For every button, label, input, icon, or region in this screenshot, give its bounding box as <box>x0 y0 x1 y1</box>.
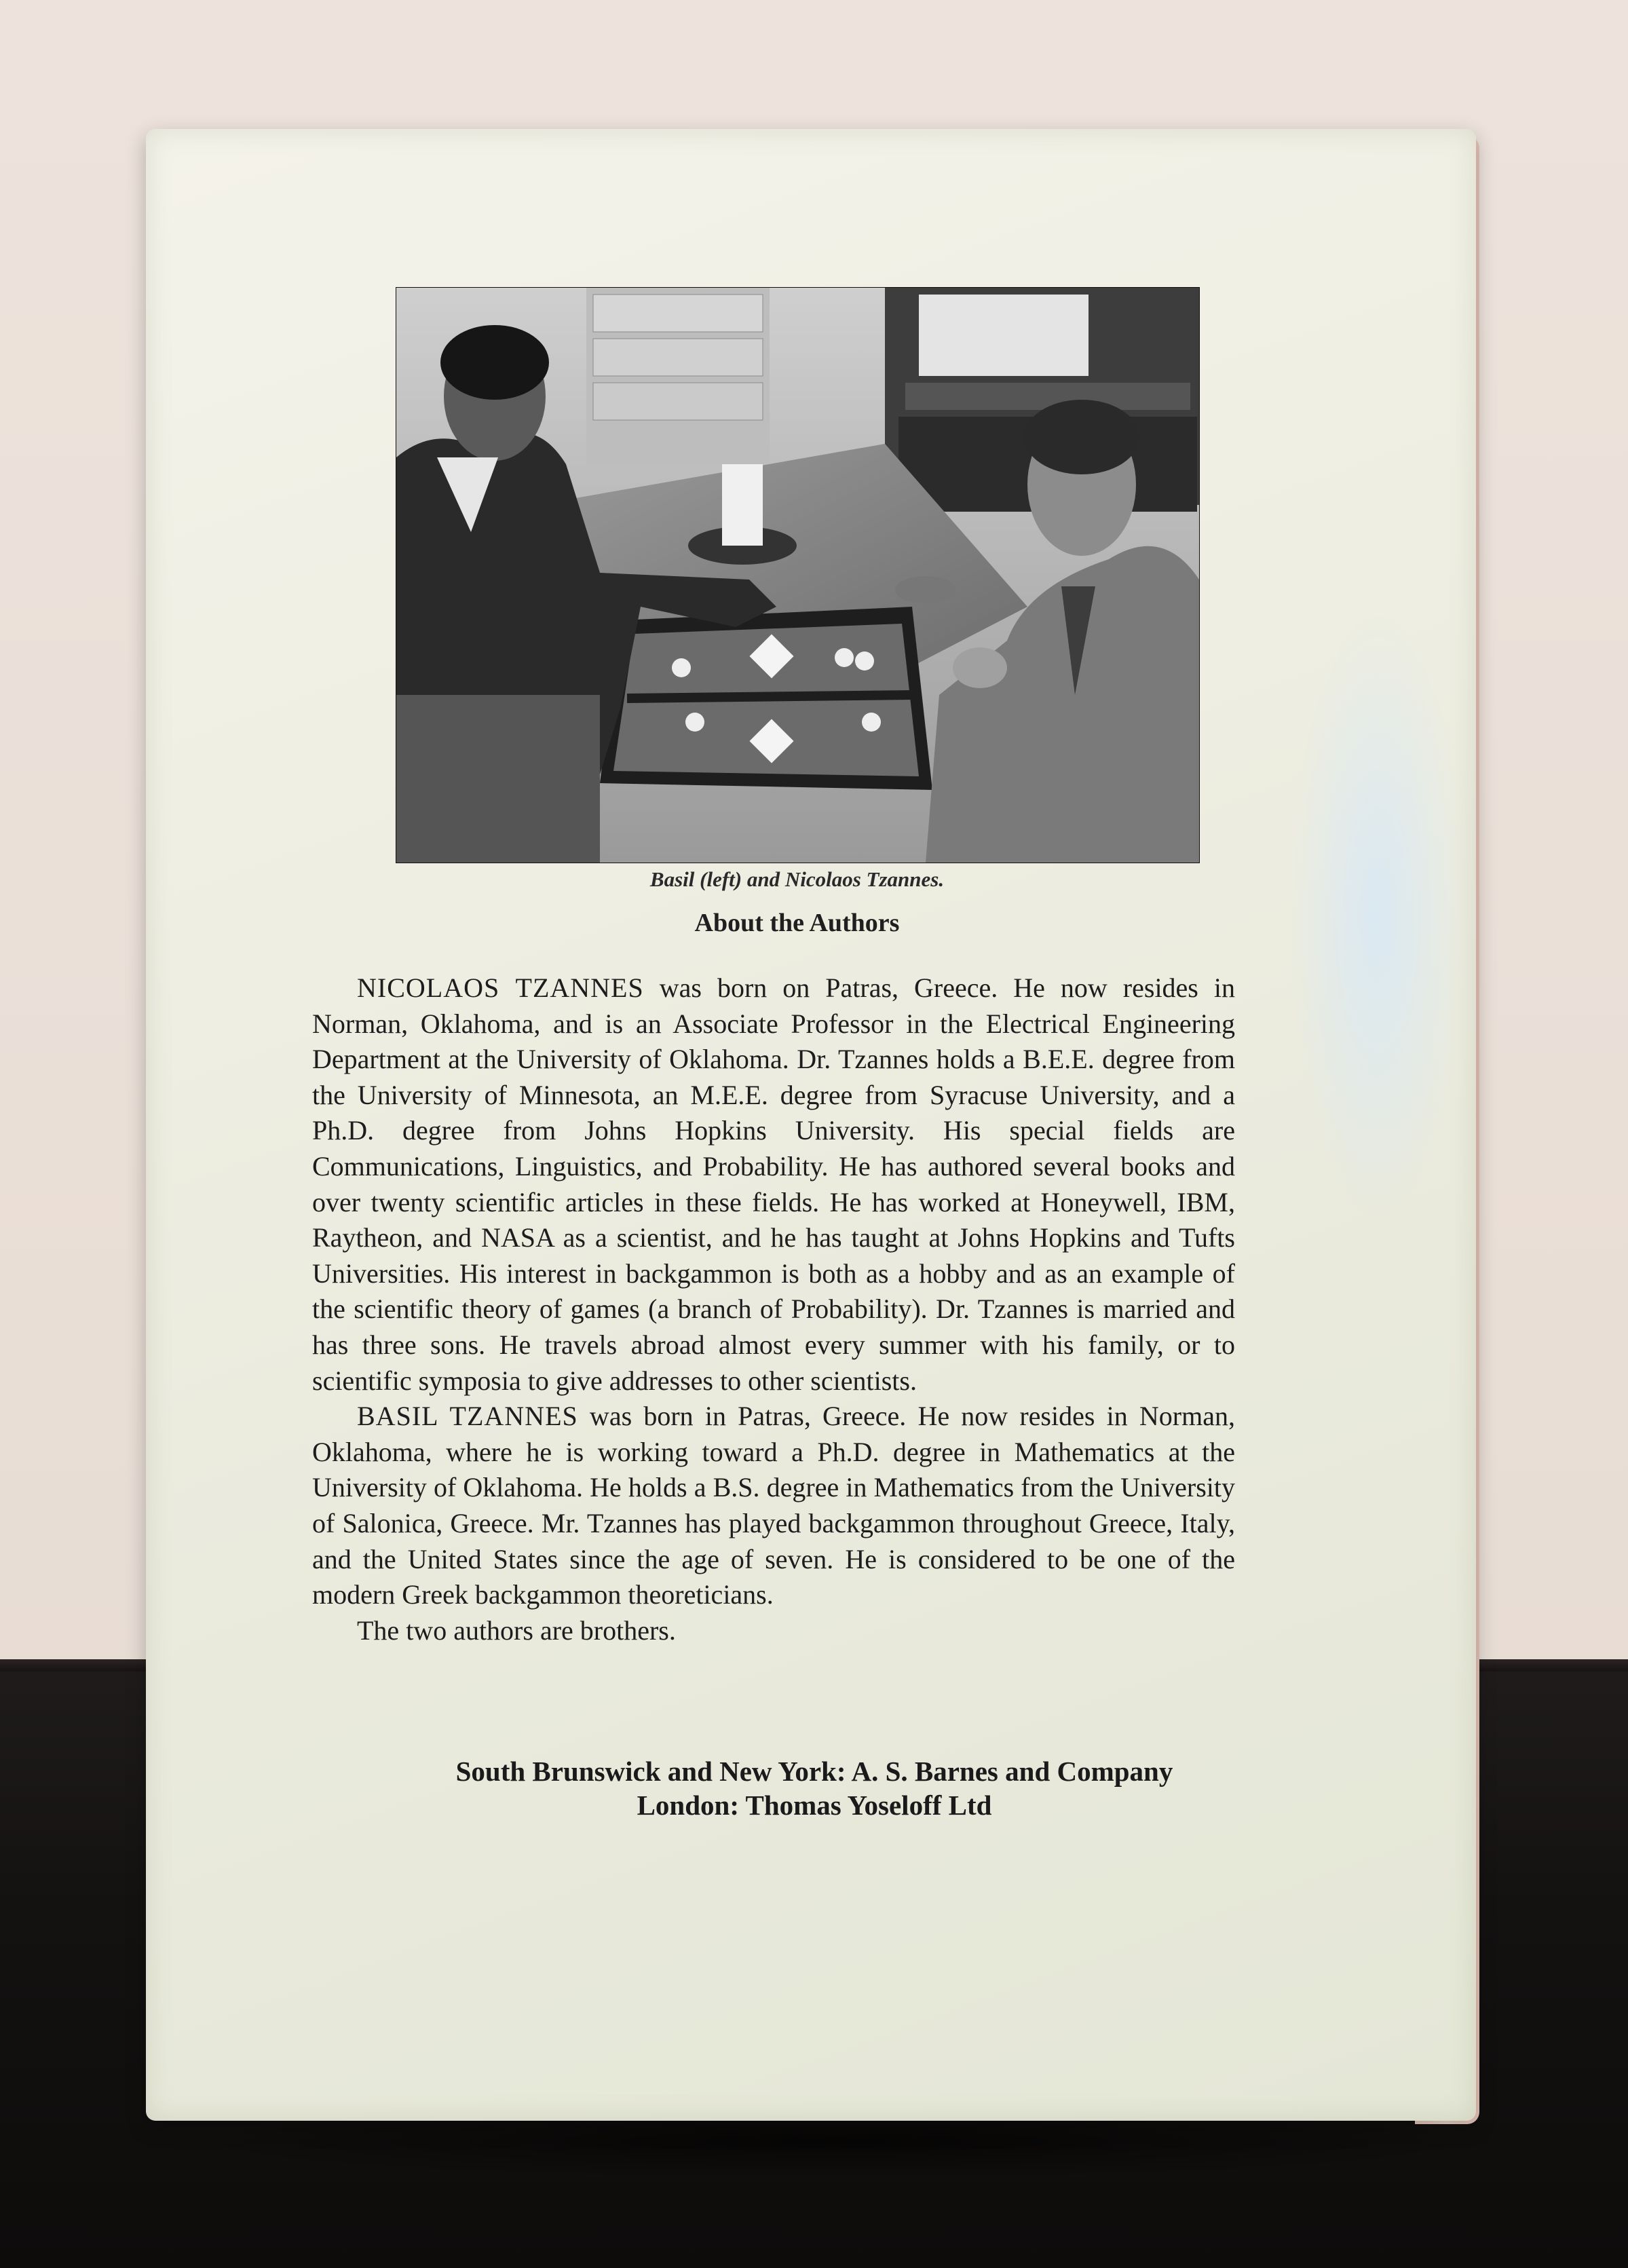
author-name-nicolaos: NICOLAOS TZANNES <box>357 972 644 1003</box>
bio-paragraph-basil <box>312 1399 1235 1613</box>
publisher-line-2: London: Thomas Yoseloff Ltd <box>637 1790 992 1821</box>
bio-closing: The two authors are brothers. <box>357 1614 676 1646</box>
bio-text-nicolaos: was born on Patras, Greece. He now resides in Norman, Oklahoma, and is an Associate Professor in the Electrical Engineering Department at the University of Oklahoma. Dr. Tzannes holds a B.E.E. degree from the University of Minnesota, an M.E.E. degree from Syracuse University, and a Ph.D. degree from Johns Hopkins University. His special fields are Communications, Linguistics, and Probability. He has authored several books and over twenty scientific articles in these fields. He has worked at Honeywell, IBM, Raytheon, and NASA as a scientist, and he has taught at Johns Hopkins and Tufts Universities. His interest in backgammon is both as a hobby and as an example of the scientific theory of games (a branch of Probability). Dr. Tzannes is married and has three sons. He travels abroad almost every summer with his family, or to scientific symposia to give addresses to other scientists. <box>312 972 1235 1396</box>
section-heading: About the Authors <box>694 909 900 937</box>
author-biography <box>312 970 1235 1648</box>
author-name-basil: BASIL TZANNES <box>357 1401 578 1432</box>
photo-caption: Basil (left) and Nicolaos Tzannes. <box>649 867 945 891</box>
photograph-icon <box>396 288 1199 863</box>
publisher-line-1: South Brunswick and New York: A. S. Barnes and Company <box>455 1756 1173 1787</box>
bio-text-basil: was born in Patras, Greece. He now resides in Norman, Oklahoma, where he is working toward a Ph.D. degree in Mathematics at the University of Oklahoma. He holds a B.S. degree in Mathematics from the University of Salonica, Greece. Mr. Tzannes has played backgammon throughout Greece, Italy, and the United States since the age of seven. He is considered to be one of the modern Greek backgammon theoreticians. <box>312 1401 1235 1610</box>
bio-paragraph-nicolaos <box>312 970 1235 1399</box>
author-photograph <box>396 287 1200 863</box>
publisher-info <box>271 1754 1357 1822</box>
